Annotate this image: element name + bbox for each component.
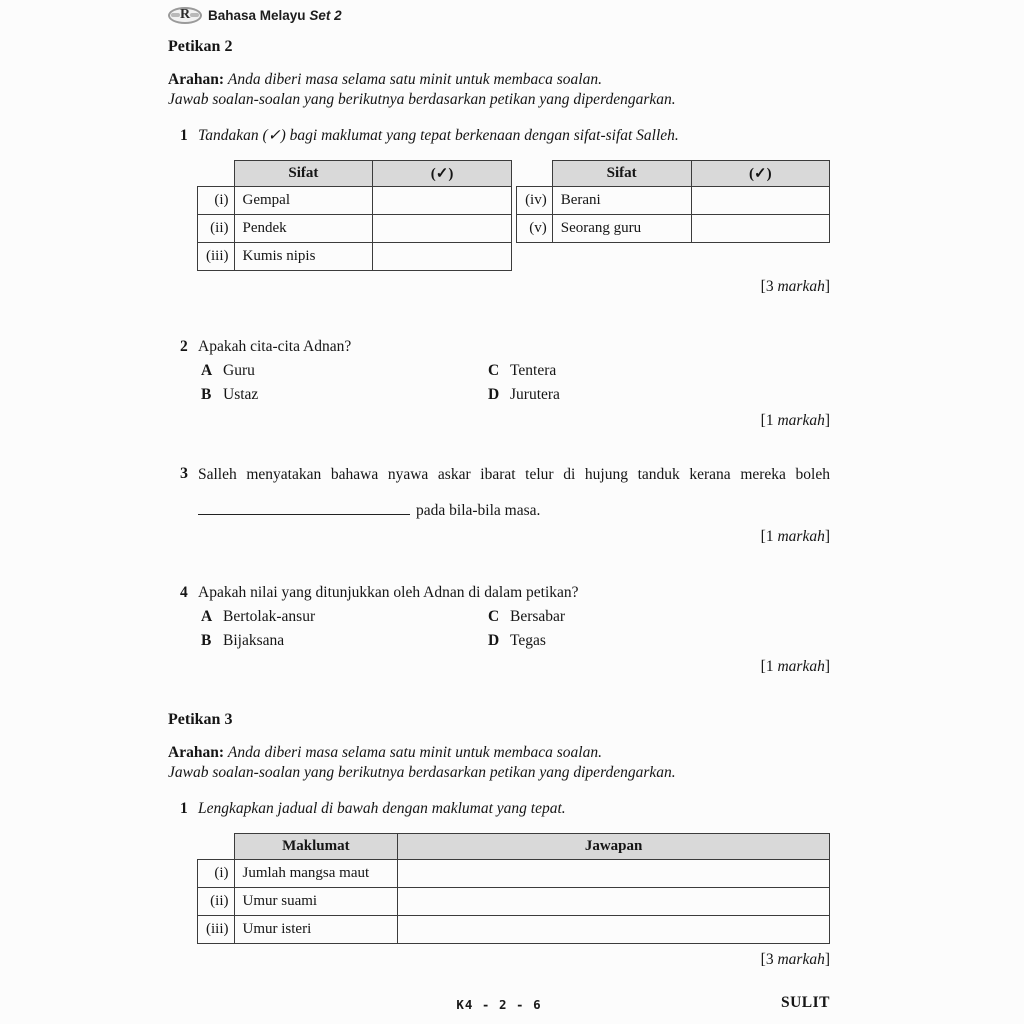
marks-word: markah xyxy=(777,658,825,675)
option-d xyxy=(488,631,681,651)
row-label: Umur isteri xyxy=(234,916,398,944)
option-letter: A xyxy=(201,608,213,625)
check-cell xyxy=(373,215,511,243)
arahan-label: Arahan: xyxy=(168,71,224,88)
row-label: Pendek xyxy=(234,215,373,243)
marks-open: [3 xyxy=(760,951,774,968)
marks-word: markah xyxy=(777,951,825,968)
option-text: Ustaz xyxy=(223,386,259,403)
marks-close: ] xyxy=(824,412,830,429)
col-header-sifat: Sifat xyxy=(552,161,691,187)
brand-title xyxy=(208,8,342,23)
option-b xyxy=(201,631,488,651)
q1-tables xyxy=(197,160,830,271)
petikan3-q1 xyxy=(168,799,830,819)
col-header-maklumat: Maklumat xyxy=(234,834,398,860)
row-number: (v) xyxy=(516,215,552,243)
table-row xyxy=(516,187,829,215)
option-text: Jurutera xyxy=(510,386,560,403)
q1-text: Tandakan (✓) bagi maklumat yang tepat berkenaan dengan sifat-sifat Salleh. xyxy=(198,127,679,144)
table-row xyxy=(516,215,829,243)
corner-cell xyxy=(516,161,552,187)
option-letter: A xyxy=(201,362,213,379)
table-header-row xyxy=(198,834,830,860)
petikan2-heading: Petikan 2 xyxy=(168,38,233,55)
row-label: Kumis nipis xyxy=(234,243,373,271)
petikan2-q2 xyxy=(168,337,830,431)
q3-marks xyxy=(168,527,830,547)
q3-line1: Salleh menyatakan bahawa nyawa askar ibarat telur di hujung tanduk kerana mereka boleh xyxy=(198,466,830,483)
col-header-check: (✓) xyxy=(691,161,829,187)
option-text: Bersabar xyxy=(510,608,566,625)
check-cell xyxy=(373,187,511,215)
q1-number: 1 xyxy=(180,127,188,144)
maklumat-table xyxy=(197,833,830,944)
option-letter: D xyxy=(488,386,500,403)
marks-close: ] xyxy=(824,658,830,675)
row-number: (iii) xyxy=(198,916,235,944)
option-text: Tegas xyxy=(510,632,546,649)
brand-logo-icon xyxy=(168,7,202,24)
row-number: (i) xyxy=(198,860,235,888)
row-number: (ii) xyxy=(198,215,235,243)
col-header-jawapan: Jawapan xyxy=(398,834,830,860)
brand-title-text: Bahasa Melayu xyxy=(208,7,306,23)
row-number: (i) xyxy=(198,187,235,215)
marks-word: markah xyxy=(777,528,825,545)
answer-cell xyxy=(398,888,830,916)
option-b xyxy=(201,385,488,405)
arahan-line2 xyxy=(168,763,830,783)
q2-question xyxy=(168,337,830,357)
table-row xyxy=(198,243,512,271)
arahan-line1 xyxy=(168,70,830,90)
corner-cell xyxy=(198,161,235,187)
q2-options xyxy=(201,361,681,405)
q1-marks xyxy=(168,277,830,297)
page-footer xyxy=(168,994,830,1014)
option-d xyxy=(488,385,681,405)
option-letter: D xyxy=(488,632,500,649)
logo-right-smudge xyxy=(190,13,199,17)
p3-q1-text: Lengkapkan jadual di bawah dengan maklumat yang tepat. xyxy=(198,800,566,817)
check-cell xyxy=(691,187,829,215)
check-cell xyxy=(373,243,511,271)
marks-open: [3 xyxy=(760,278,774,295)
petikan2-q3 xyxy=(168,465,830,547)
arahan-text1: Anda diberi masa selama satu minit untuk membaca soalan. xyxy=(227,744,602,761)
page-code: K4 - 2 - 6 xyxy=(456,997,542,1012)
row-label: Seorang guru xyxy=(552,215,691,243)
option-text: Bijaksana xyxy=(223,632,285,649)
marks-word: markah xyxy=(777,412,825,429)
petikan2-q4 xyxy=(168,583,830,677)
q3-line2-text: pada bila-bila masa. xyxy=(416,502,541,519)
marks-close: ] xyxy=(824,528,830,545)
check-cell xyxy=(691,215,829,243)
col-header-check: (✓) xyxy=(373,161,511,187)
corner-cell xyxy=(198,834,235,860)
option-letter: B xyxy=(201,386,212,403)
petikan3-arahan xyxy=(168,743,830,783)
option-c xyxy=(488,361,681,381)
petikan2-arahan xyxy=(168,70,830,110)
marks-open: [1 xyxy=(760,658,774,675)
q4-marks xyxy=(168,657,830,677)
row-number: (iii) xyxy=(198,243,235,271)
option-letter: B xyxy=(201,632,212,649)
option-text: Guru xyxy=(223,362,255,379)
option-a xyxy=(201,361,488,381)
q3-line2 xyxy=(198,501,830,521)
table-row xyxy=(198,187,512,215)
row-number: (iv) xyxy=(516,187,552,215)
option-text: Tentera xyxy=(510,362,557,379)
marks-open: [1 xyxy=(760,412,774,429)
p3-q1-marks xyxy=(168,950,830,970)
marks-close: ] xyxy=(824,278,830,295)
q2-number: 2 xyxy=(180,338,188,355)
arahan-line2 xyxy=(168,90,830,110)
q4-question xyxy=(168,583,830,603)
sifat-table-right xyxy=(516,160,830,243)
table-header-row xyxy=(198,161,512,187)
table-row xyxy=(198,860,830,888)
q4-number: 4 xyxy=(180,584,188,601)
q2-marks xyxy=(168,411,830,431)
marks-word: markah xyxy=(777,278,825,295)
table-row xyxy=(198,215,512,243)
option-letter: C xyxy=(488,608,500,625)
arahan-text2: Jawab soalan-soalan yang berikutnya berdasarkan petikan yang diperdengarkan. xyxy=(168,91,676,108)
sulit-label: SULIT xyxy=(780,994,830,1011)
logo-letter: R xyxy=(179,7,191,22)
q2-text: Apakah cita-cita Adnan? xyxy=(198,338,352,355)
row-label: Umur suami xyxy=(234,888,398,916)
row-label: Gempal xyxy=(234,187,373,215)
table-row xyxy=(198,916,830,944)
p3-q1-number: 1 xyxy=(180,800,188,817)
arahan-line1 xyxy=(168,743,830,763)
answer-cell xyxy=(398,916,830,944)
brand-set-label: Set 2 xyxy=(309,7,342,23)
q3-number: 3 xyxy=(180,465,188,482)
petikan2-q1 xyxy=(168,126,830,146)
arahan-text1: Anda diberi masa selama satu minit untuk membaca soalan. xyxy=(227,71,602,88)
option-text: Bertolak-ansur xyxy=(223,608,316,625)
q3-line1-wrap xyxy=(168,465,830,485)
table-row xyxy=(198,888,830,916)
q4-options xyxy=(201,607,681,651)
sifat-table-left xyxy=(197,160,512,271)
answer-blank-line xyxy=(198,501,410,515)
page-header xyxy=(168,6,830,24)
table-header-row xyxy=(516,161,829,187)
petikan3-heading: Petikan 3 xyxy=(168,711,233,728)
option-letter: C xyxy=(488,362,500,379)
row-number: (ii) xyxy=(198,888,235,916)
logo-left-smudge xyxy=(171,13,180,17)
marks-close: ] xyxy=(824,951,830,968)
q4-text: Apakah nilai yang ditunjukkan oleh Adnan di dalam petikan? xyxy=(198,584,579,601)
col-header-sifat: Sifat xyxy=(234,161,373,187)
row-label: Berani xyxy=(552,187,691,215)
option-c xyxy=(488,607,681,627)
p3-q1-table-wrap xyxy=(197,833,830,944)
marks-open: [1 xyxy=(760,528,774,545)
row-label: Jumlah mangsa maut xyxy=(234,860,398,888)
arahan-label: Arahan: xyxy=(168,744,224,761)
option-a xyxy=(201,607,488,627)
answer-cell xyxy=(398,860,830,888)
arahan-text2: Jawab soalan-soalan yang berikutnya berdasarkan petikan yang diperdengarkan. xyxy=(168,764,676,781)
